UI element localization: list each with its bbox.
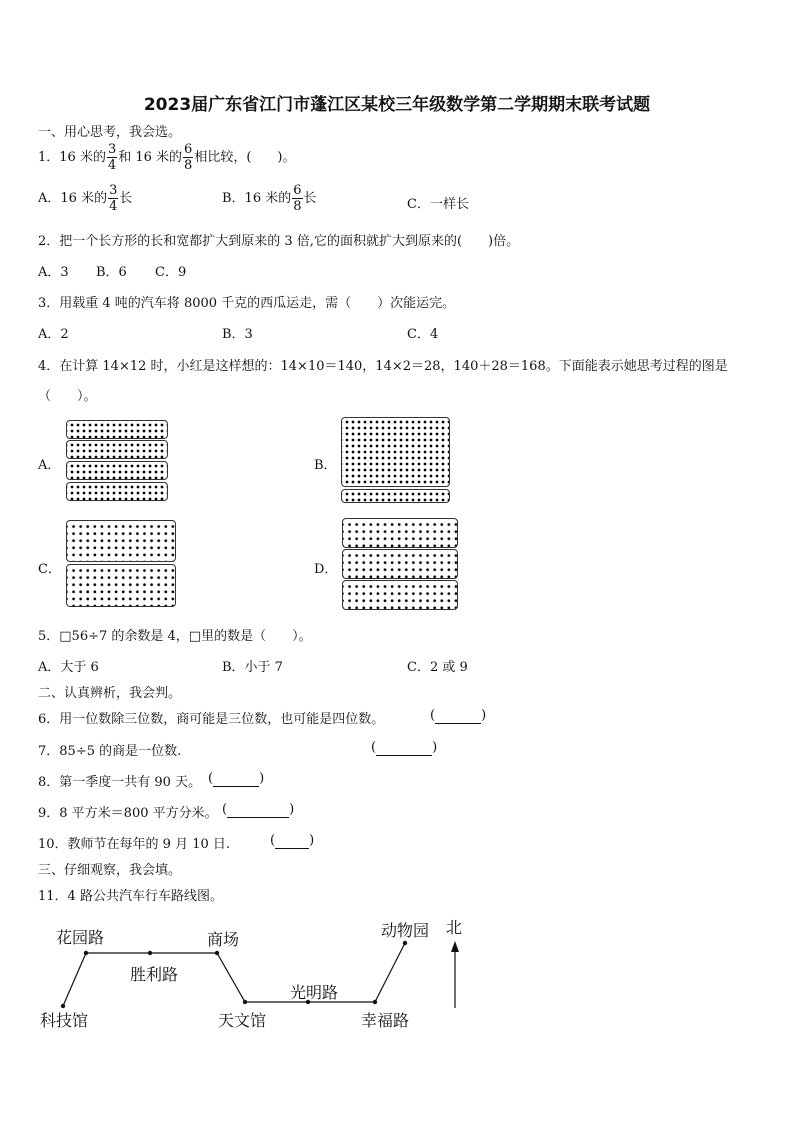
q5-option-b[interactable]: B．小于 7 xyxy=(222,660,283,675)
answer-blank-10[interactable]: ( ) xyxy=(270,833,315,848)
question-4-cont: （ ）。 xyxy=(38,389,97,404)
section-2-heading: 二、认真辨析，我会判。 xyxy=(38,686,182,701)
q5-option-a[interactable]: A．大于 6 xyxy=(38,660,99,675)
stop-dot xyxy=(243,1000,247,1004)
section-3-heading: 三、仔细观察，我会填。 xyxy=(38,863,182,878)
section-1-heading: 一、用心思考，我会选。 xyxy=(38,125,182,140)
q3-option-b[interactable]: B．3 xyxy=(222,327,253,342)
dot-array-small xyxy=(341,489,450,503)
question-2: 2．把一个长方形的长和宽都扩大到原来的 3 倍,它的面积就扩大到原来的( )倍。 xyxy=(38,234,520,249)
stop-dot xyxy=(148,951,152,955)
dot-array-large xyxy=(341,417,450,487)
q1-option-c[interactable]: C．一样长 xyxy=(407,197,469,212)
q1-option-b[interactable]: B．16 米的 $\frac{6}{8}$ 长 xyxy=(222,183,317,214)
question-9: 9．8 平方米＝800 平方分米。 xyxy=(38,806,218,821)
stop-label-shangchang: 商场 xyxy=(207,930,240,949)
q3-option-a[interactable]: A．2 xyxy=(38,327,69,342)
q2-option-b[interactable]: B．6 xyxy=(96,265,127,280)
q4-option-d-label[interactable]: D． xyxy=(314,562,338,577)
question-7: 7．85÷5 的商是一位数. xyxy=(38,744,182,759)
stop-dot xyxy=(84,951,88,955)
q1-option-a[interactable]: A．16 米的 $\frac{3}{4}$ 长 xyxy=(38,183,133,214)
dot-array-block xyxy=(66,564,176,607)
answer-blank-7[interactable]: ( ) xyxy=(371,740,438,755)
q4-option-c-label[interactable]: C． xyxy=(38,562,61,577)
dot-row-block xyxy=(66,440,168,459)
arrowhead-icon xyxy=(451,941,459,952)
fraction-3-4: $\frac{3}{4}$ xyxy=(107,142,117,173)
stop-label-dongwu: 动物园 xyxy=(381,921,430,940)
question-4: 4．在计算 14×12 时，小红是这样想的：14×10＝140，14×2＝28，140＋28＝168。下面能表示她思考过程的图是 xyxy=(38,359,728,374)
q5-option-c[interactable]: C．2 或 9 xyxy=(407,660,468,675)
dot-row-block xyxy=(66,482,168,501)
dot-array-block xyxy=(342,549,458,579)
q4-option-b-label[interactable]: B． xyxy=(314,458,337,473)
question-1 xyxy=(38,143,295,172)
dot-array-block xyxy=(342,518,458,548)
answer-blank-9[interactable]: ( ) xyxy=(222,802,295,817)
stop-label-guangming: 光明路 xyxy=(290,983,339,1002)
stop-dot xyxy=(403,941,407,945)
stop-label-keji: 科技馆 xyxy=(40,1011,89,1030)
dot-row-block xyxy=(66,461,168,480)
fraction-6-8: $\frac{6}{8}$ xyxy=(293,183,302,214)
fraction-6-8: $\frac{6}{8}$ xyxy=(184,142,193,173)
route-line xyxy=(63,943,405,1006)
north-label: 北 xyxy=(446,918,463,937)
question-5: 5．□56÷7 的余数是 4，□里的数是（ ）。 xyxy=(38,629,312,644)
q2-option-a[interactable]: A．3 xyxy=(38,265,69,280)
fraction-3-4: $\frac{3}{4}$ xyxy=(109,183,118,214)
stop-dot xyxy=(373,1000,377,1004)
q1-text-pre: 1．16 米的 xyxy=(38,150,106,165)
dot-array-block xyxy=(66,520,176,562)
q3-option-c[interactable]: C．4 xyxy=(407,327,439,342)
answer-blank-8[interactable]: ( ) xyxy=(208,771,265,786)
stop-label-tianwen: 天文馆 xyxy=(218,1011,267,1030)
stop-dot xyxy=(215,951,219,955)
question-6: 6．用一位数除三位数，商可能是三位数，也可能是四位数。 xyxy=(38,712,385,727)
question-3: 3．用载重 4 吨的汽车将 8000 千克的西瓜运走，需（ ）次能运完。 xyxy=(38,296,456,311)
stop-label-shengli: 胜利路 xyxy=(130,965,179,984)
q1-text-post: 相比较，( )。 xyxy=(194,150,296,165)
question-10: 10．教师节在每年的 9 月 10 日. xyxy=(38,837,231,852)
q4-option-a-label[interactable]: A． xyxy=(38,458,61,473)
stop-label-xingfu: 幸福路 xyxy=(361,1011,410,1030)
question-8: 8．第一季度一共有 90 天。 xyxy=(38,775,202,790)
dot-array-block xyxy=(342,580,458,610)
dot-row-block xyxy=(66,420,168,439)
answer-blank-6[interactable]: ( ) xyxy=(430,708,487,723)
q1-text-mid: 和 16 米的 xyxy=(118,150,183,165)
question-11: 11．4 路公共汽车行车路线图。 xyxy=(38,889,223,904)
stop-label-huayuan: 花园路 xyxy=(56,928,105,947)
q2-option-c[interactable]: C．9 xyxy=(155,265,187,280)
page-title: 2023届广东省江门市蓬江区某校三年级数学第二学期期末联考试题 xyxy=(143,95,651,115)
